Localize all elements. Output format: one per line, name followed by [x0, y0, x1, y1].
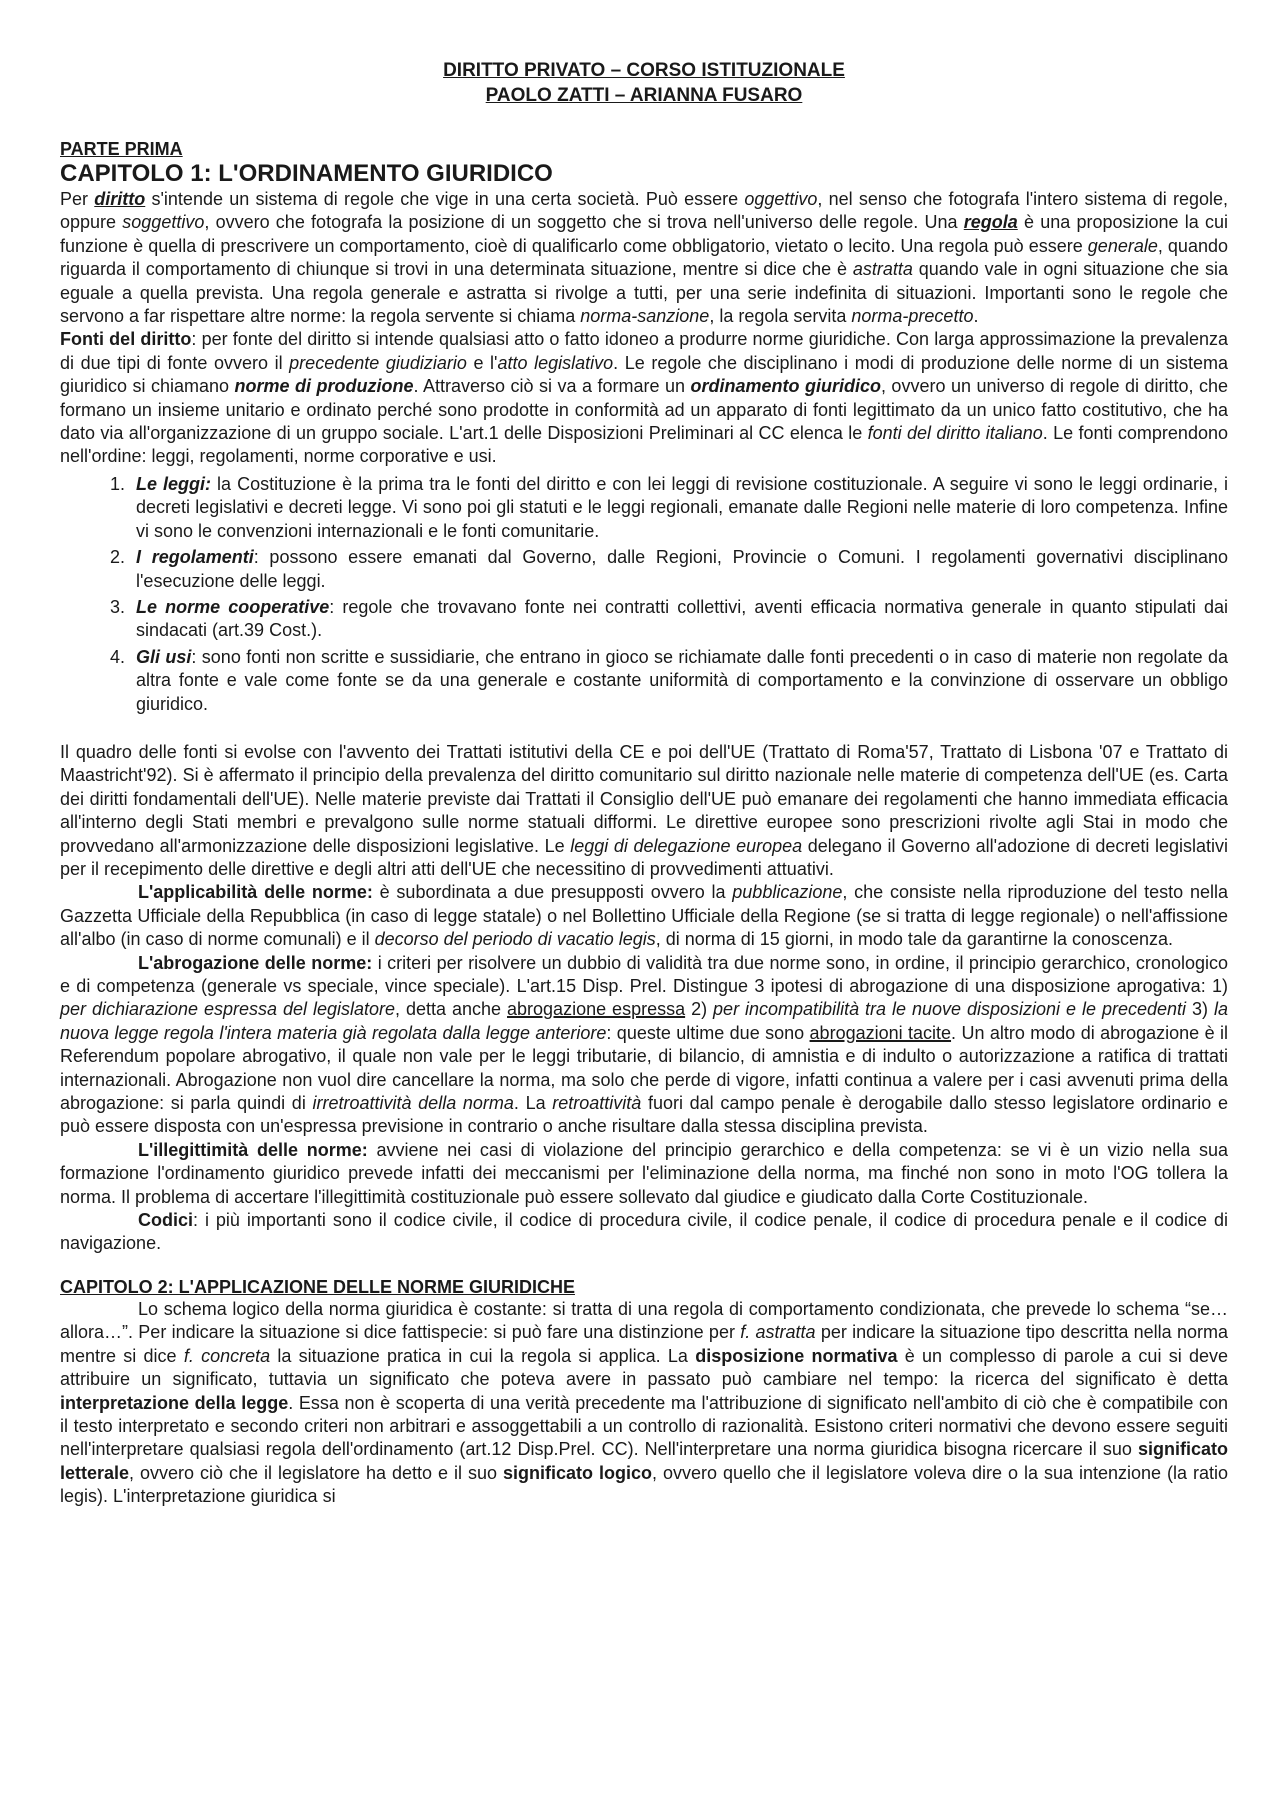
list-item: 4. Gli usi: sono fonti non scritte e sussidiarie, che entrano in gioco se richiamate dalle fonti precedenti o in caso di materie non regolate da altra fonte e vale come fonte se da una generale e costante uniformità di comportamento e la convinzione di osservare un obbligo giuridico. [130, 646, 1228, 716]
list-item: 2. I regolamenti: possono essere emanati dal Governo, dalle Regioni, Provincie o Comuni. I regolamenti governativi disciplinano l'esecuzione delle leggi. [130, 546, 1228, 593]
paragraph-diritto: Per diritto s'intende un sistema di regole che vige in una certa società. Può essere oggettivo, nel senso che fotografa l'intero sistema di regole, oppure soggettivo, ovvero che fotografa la posizione di un soggetto che si trova nell'universo delle regole. Una regola è una proposizione la cui funzione è quella di prescrivere un comportamento, cioè di qualificarlo come obbligatorio, vietato o lecito. Una regola può essere generale, quando riguarda il comportamento di chiunque si trovi in una determinata situazione, mentre si dice che è astratta quando vale in ogni situazione che sia eguale a quella prevista. Una regola generale e astratta si rivolge a tutti, per una serie indefinita di situazioni. Importanti sono le regole che servono a far rispettare altre norme: la regola servente si chiama norma-sanzione, la regola servita norma-precetto. [60, 189, 1229, 327]
document-page [60, 58, 1228, 1509]
sources-list [60, 473, 1228, 716]
paragraph-illegittimita: L'illegittimità delle norme: avviene nei casi di violazione del principio gerarchico e della competenza: se vi è un vizio nella sua formazione l'ordinamento giuridico prevede infatti dei meccanismi per l'eliminazione della norma, ma finché non sono in moto l'OG tollera la norma. Il problema di accertare l'illegittimità costituzionale può essere sollevato dal giudice e giudicato dalla Corte Costituzionale. [60, 1139, 1228, 1207]
list-item: 3. Le norme cooperative: regole che trovavano fonte nei contratti collettivi, aventi efficacia normativa generale in quanto stipulati dai sindacati (art.39 Cost.). [130, 596, 1228, 643]
paragraph-ue: Il quadro delle fonti si evolse con l'avvento dei Trattati istitutivi della CE e poi dell'UE (Trattato di Roma'57, Trattato di Lisbona '07 e Trattato di Maastricht'92). Si è affermato il principio della prevalenza del diritto comunitario sul diritto nazionale nelle materie di competenza dell'UE (es. Carta dei diritti fondamentali dell'UE). Nelle materie previste dai Trattati il Consiglio dell'UE può emanare dei regolamenti che hanno immediata efficacia all'interno degli Stati membri e prevalgono sulle norme statuali difformi. Le direttive europee sono prescrizioni rivolte agli Stai in modo che provvedano all'armonizzazione delle disposizioni legislative. Le leggi di delegazione europea delegano il Governo all'adozione di decreti legislativi per il recepimento delle direttive e degli altri atti dell'UE che necessitino di provvedimenti attuativi. [60, 741, 1228, 879]
document-title [60, 58, 1228, 108]
part-heading: PARTE PRIMA [60, 139, 183, 159]
chapter-1-heading: CAPITOLO 1: L'ORDINAMENTO GIURIDICO [60, 160, 553, 187]
paragraph-fonti: Fonti del diritto: per fonte del diritto si intende qualsiasi atto o fatto idoneo a produrre norme giuridiche. Con larga approssimazione la prevalenza di due tipi di fonte ovvero il precedente giudiziario e l'atto legislativo. Le regole che disciplinano i modi di produzione delle norme di un sistema giuridico si chiamano norme di produzione. Attraverso ciò si va a formare un ordinamento giuridico, ovvero un universo di regole di diritto, che formano un insieme unitario e ordinato perché sono prodotte in conformità ad un apparato di fonti legittimato da un unico fatto costitutivo, che ha dato via all'organizzazione di un gruppo sociale. L'art.1 delle Disposizioni Preliminari al CC elenca le fonti del diritto italiano. Le fonti comprendono nell'ordine: leggi, regolamenti, norme corporative e usi. [60, 329, 1229, 467]
chapter-2-heading: CAPITOLO 2: L'APPLICAZIONE DELLE NORME GIURIDICHE [60, 1276, 575, 1297]
paragraph-abrogazione: L'abrogazione delle norme: i criteri per risolvere un dubbio di validità tra due norme sono, in ordine, il principio gerarchico, cronologico e di competenza (generale vs speciale, vince speciale). L'art.15 Disp. Prel. Distingue 3 ipotesi di abrogazione di una disposizione aprogativa: 1) per dichiarazione espressa del legislatore, detta anche abrogazione espressa 2) per incompatibilità tra le nuove disposizioni e le precedenti 3) la nuova legge regola l'intera materia già regolata dalla legge anteriore: queste ultime due sono abrogazioni tacite. Un altro modo di abrogazione è il Referendum popolare abrogativo, il quale non vale per le leggi tributarie, di bilancio, di amnistia e di indulto o autorizzazione a ratifica di trattati internazionali. Abrogazione non vuol dire cancellare la norma, ma solo che perde di vigore, infatti continua a valere per i casi avvenuti prima della abrogazione: si parla quindi di irretroattività della norma. La retroattività fuori dal campo penale è derogabile dallo stesso legislatore ordinario e può essere disposta con un'espressa previsione in contrario o anche risultare dalla stessa disciplina prevista. [60, 952, 1229, 1137]
paragraph-codici: Codici: i più importanti sono il codice civile, il codice di procedura civile, il codice penale, il codice di procedura penale e il codice di navigazione. [60, 1210, 1228, 1254]
title-line-1: DIRITTO PRIVATO – CORSO ISTITUZIONALE [443, 60, 845, 81]
paragraph-applicabilita: L'applicabilità delle norme: è subordinata a due presupposti ovvero la pubblicazione, che consiste nella riproduzione del testo nella Gazzetta Ufficiale della Repubblica (in caso di legge statale) o nel Bollettino Ufficiale della Regione (se si tratta di legge regionale) o nell'affissione all'albo (in caso di norme comunali) e il decorso del periodo di vacatio legis, di norma di 15 giorni, in modo tale da garantirne la conoscenza. [60, 882, 1229, 950]
title-line-2: PAOLO ZATTI – ARIANNA FUSARO [485, 85, 803, 106]
list-item: 1. Le leggi: la Costituzione è la prima tra le fonti del diritto e con lei leggi di revisione costituzionale. A seguire vi sono le leggi ordinarie, i decreti legislativi e decreti legge. Vi sono poi gli statuti e le leggi regionali, emanate dalle Regioni nelle materie di loro competenza. Infine vi sono le convenzioni internazionali e le fonti comunitarie. [130, 473, 1228, 543]
paragraph-schema-logico: Lo schema logico della norma giuridica è costante: si tratta di una regola di comportamento condizionata, che prevede lo schema “se…allora…”. Per indicare la situazione si dice fattispecie: si può fare una distinzione per f. astratta per indicare la situazione tipo descritta nella norma mentre si dice f. concreta la situazione pratica in cui la regola si applica. La disposizione normativa è un complesso di parole a cui si deve attribuire un significato, tuttavia un significato che poteva avere in passato può cambiare nel tempo: la ricerca del significato è detta interpretazione della legge. Essa non è scoperta di una verità precedente ma l'attribuzione di significato nell'ambito di ciò che è compatibile con il testo interpretato e secondo criteri non arbitrari e assoggettabili a un controllo di razionalità. Esistono criteri normativi che devono essere seguiti nell'interpretare qualsiasi regola dell'ordinamento (art.12 Disp.Prel. CC). Nell'interpretare una norma giuridica bisogna ricercare il suo significato letterale, ovvero ciò che il legislatore ha detto e il suo significato logico, ovvero quello che il legislatore voleva dire o la sua intenzione (la ratio legis). L'interpretazione giuridica si [60, 1298, 1229, 1507]
